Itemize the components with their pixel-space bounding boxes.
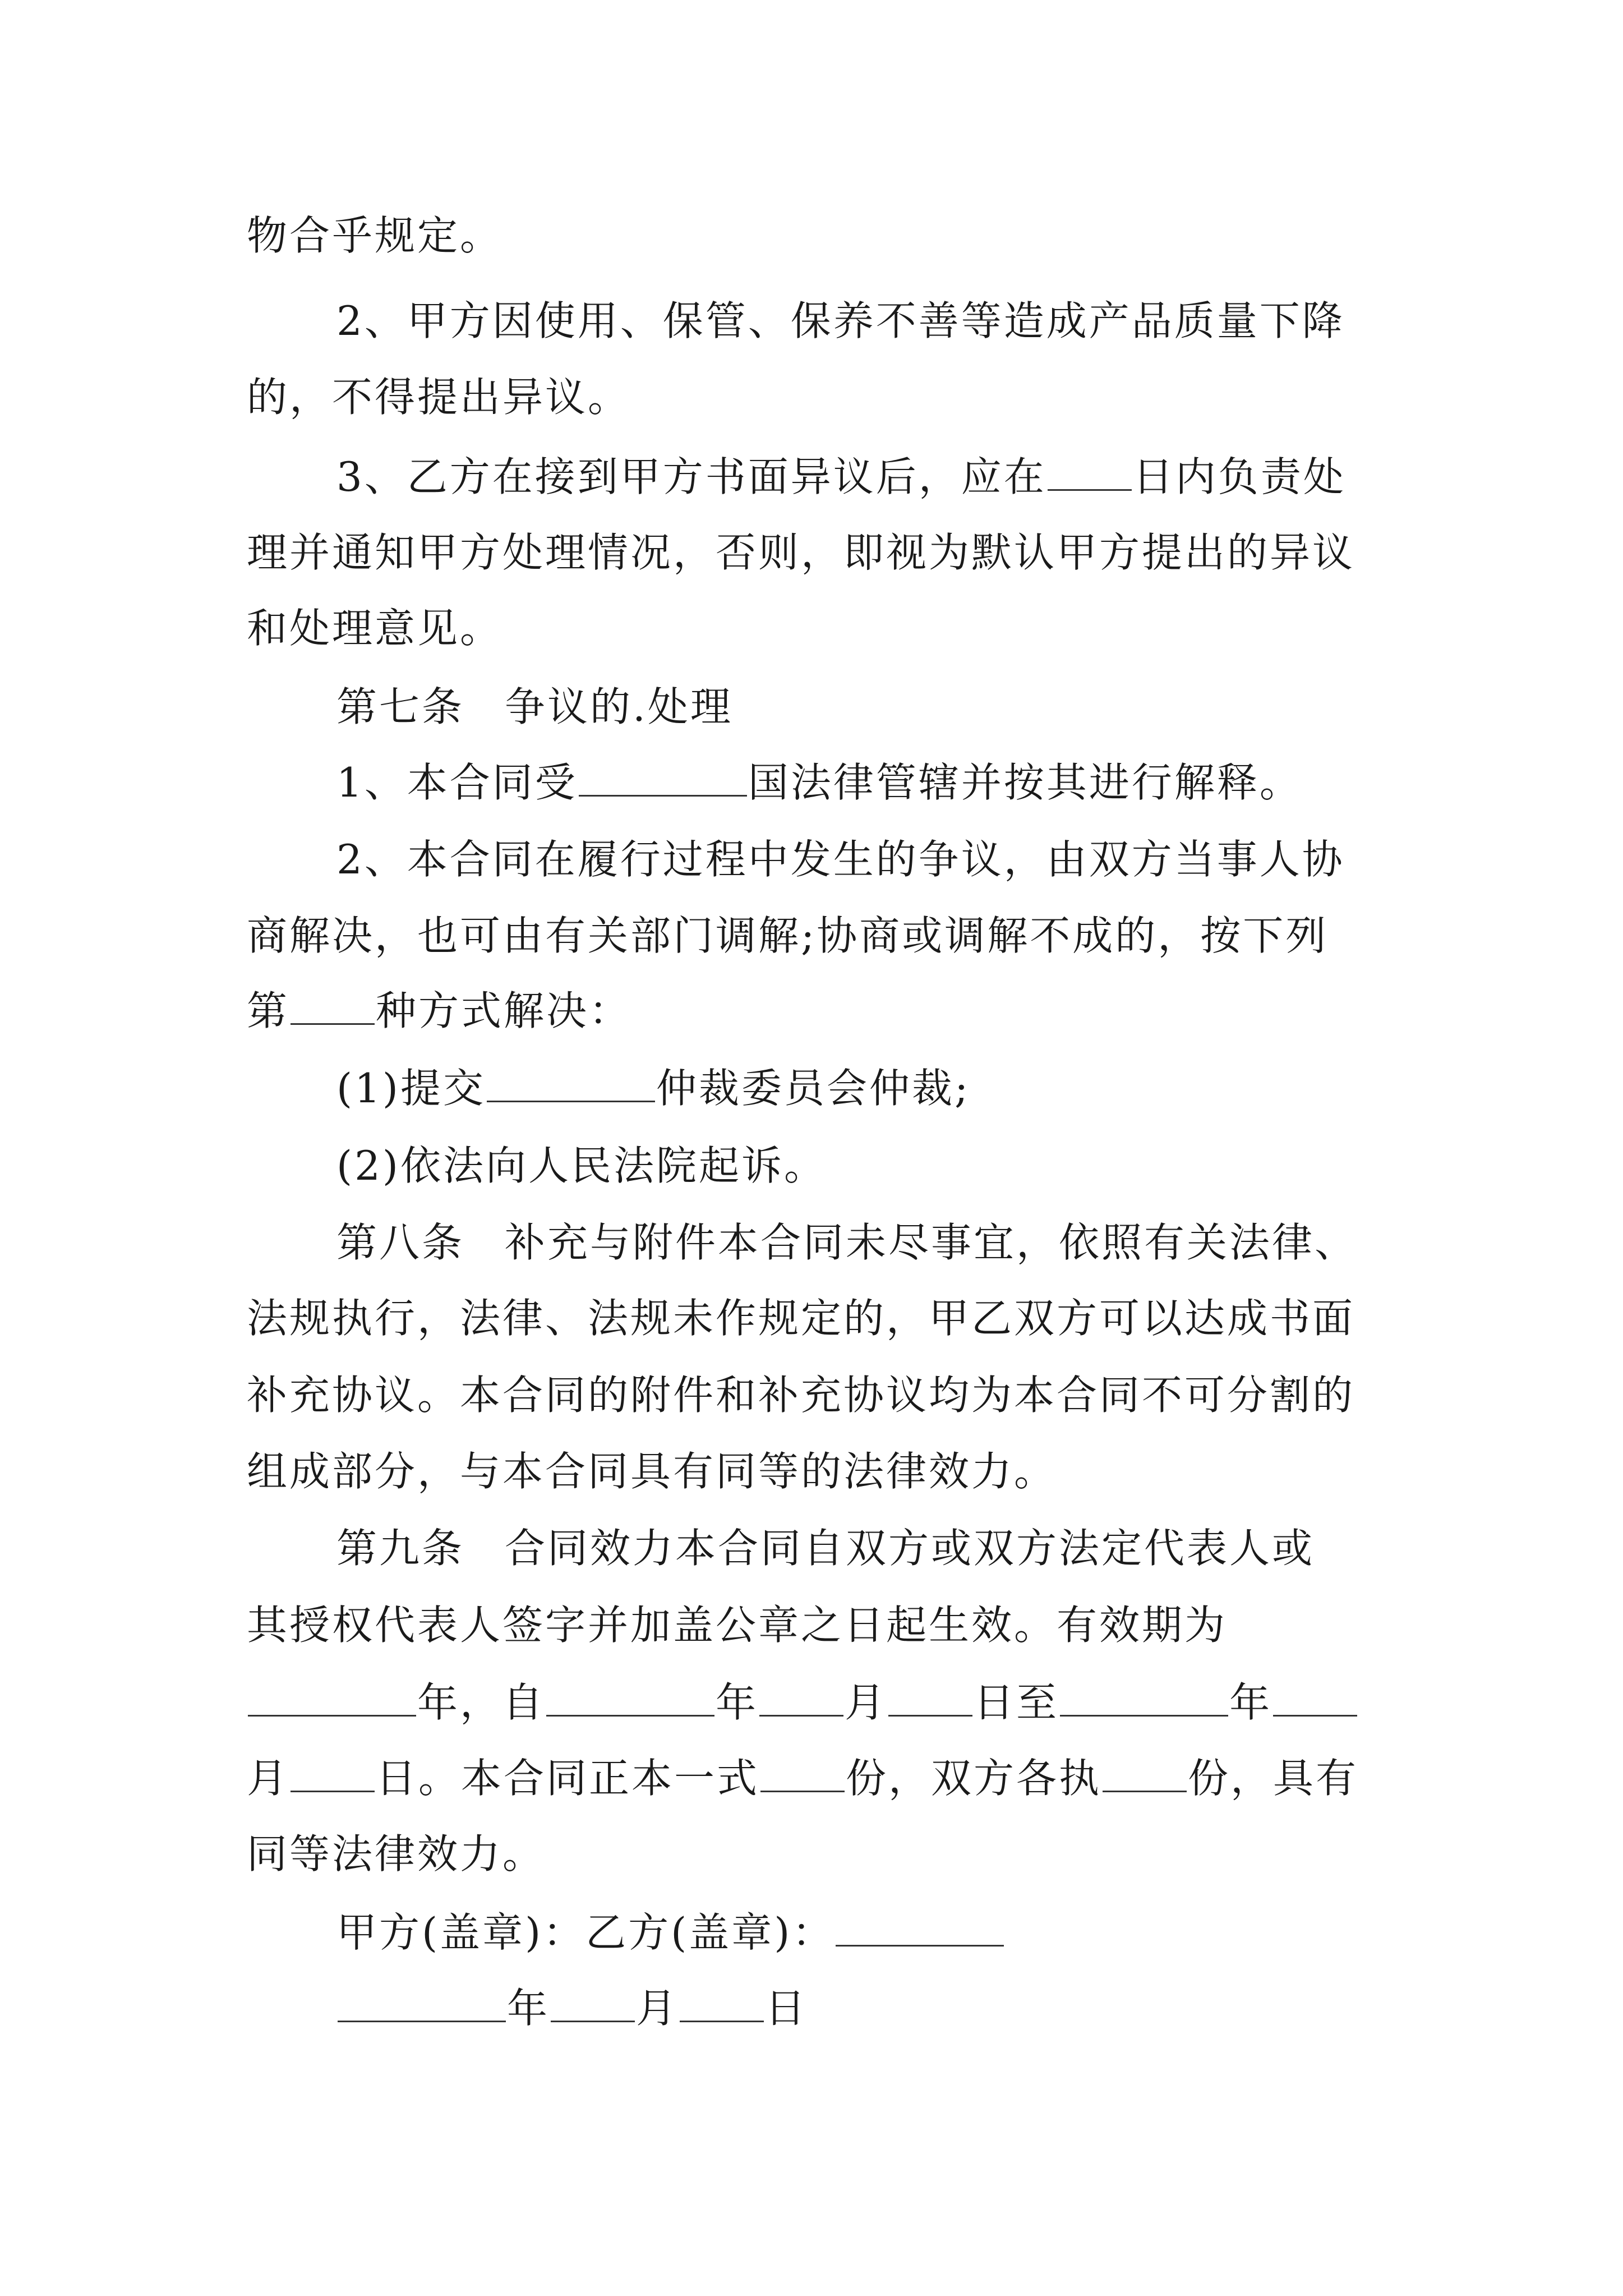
text: 年，自 — [417, 1679, 546, 1726]
paragraph-line — [0, 1290, 1623, 1346]
text: (1)提交 — [336, 1065, 486, 1112]
paragraph-line — [0, 1750, 1623, 1806]
text: 同等法律效力。 — [247, 1830, 546, 1878]
paragraph-line — [0, 369, 1623, 425]
paragraph-line — [0, 1367, 1623, 1423]
blank-end-month — [1273, 1680, 1357, 1717]
clause-7-1 — [0, 754, 1623, 811]
signature-labels: 甲方(盖章)：乙方(盖章)： — [336, 1909, 835, 1956]
blank-method — [291, 988, 375, 1025]
text: 的，不得提出异议。 — [247, 374, 631, 421]
text: 3、乙方在接到甲方书面异议后，应在 — [336, 453, 1046, 500]
paragraph-line — [0, 1443, 1623, 1499]
text: 合同效力本合同自双方或双方法定代表人或 — [505, 1525, 1315, 1572]
text: 2、本合同在履行过程中发生的争议，由双方当事人协 — [336, 836, 1345, 883]
text: 份，双方各执 — [846, 1755, 1102, 1802]
text: 日内负责处 — [1132, 453, 1346, 500]
text: 日至 — [974, 1679, 1059, 1726]
article-number: 第九条 — [336, 1525, 465, 1572]
signature-line — [0, 1904, 1623, 1961]
clause-6-3 — [0, 449, 1623, 505]
text: 理并通知甲方处理情况，否则，即视为默认甲方提出的异议 — [247, 529, 1355, 576]
text: 月 — [636, 1985, 679, 2032]
text: 种方式解决： — [376, 987, 632, 1034]
text: 国法律管辖并按其进行解释。 — [748, 759, 1302, 806]
article-8 — [0, 1214, 1623, 1271]
text: 第 — [247, 987, 290, 1034]
blank-copies — [760, 1756, 845, 1792]
text: 仲裁委员会仲裁; — [656, 1065, 971, 1112]
text: 月 — [845, 1679, 888, 1726]
article-number: 第七条 — [336, 683, 465, 730]
option-1 — [0, 1060, 1623, 1116]
signature-date — [0, 1980, 1623, 2036]
blank-sign-month — [551, 1986, 635, 2022]
blank-arbitration — [487, 1066, 655, 1102]
blank-country — [579, 760, 747, 797]
text: 月 — [247, 1755, 290, 1802]
paragraph-line — [0, 1597, 1623, 1653]
text: 其授权代表人签字并加盖公章之日起生效。有效期为 — [247, 1602, 1228, 1649]
paragraph-line — [0, 600, 1623, 656]
blank-end-year — [1060, 1680, 1228, 1717]
text: 法规执行，法律、法规未作规定的，甲乙双方可以达成书面 — [247, 1295, 1355, 1342]
article-7-heading — [0, 679, 1623, 735]
paragraph-line — [0, 908, 1623, 964]
paragraph-line — [0, 983, 1623, 1039]
text: 商解决，也可由有关部门调解;协商或调解不成的，按下列 — [247, 912, 1329, 959]
text: 组成部分，与本合同具有同等的法律效力。 — [247, 1448, 1057, 1495]
text: 年 — [507, 1985, 550, 2032]
paragraph-line — [0, 208, 1623, 264]
paragraph-line — [0, 1826, 1623, 1882]
option-2 — [0, 1138, 1623, 1194]
text: 补充协议。本合同的附件和补充协议均为本合同不可分割的 — [247, 1372, 1355, 1419]
text: 1、本合同受 — [336, 759, 578, 806]
text: (2)依法向人民法院起诉。 — [336, 1142, 827, 1189]
blank-years — [248, 1680, 416, 1717]
text: 份，具有 — [1188, 1755, 1359, 1802]
article-number: 第八条 — [336, 1219, 465, 1266]
blank-start-month — [759, 1680, 843, 1717]
blank-end-day — [291, 1756, 375, 1792]
blank-sign-day — [680, 1986, 764, 2022]
blank-days — [1048, 454, 1132, 491]
blank-sign-year — [338, 1986, 506, 2022]
validity-dates — [0, 1674, 1623, 1731]
text: 和处理意见。 — [247, 605, 503, 652]
text: 补充与附件本合同未尽事宜，依照有关法律、 — [505, 1219, 1358, 1266]
text: 物合乎规定。 — [247, 212, 503, 259]
blank-each-copies — [1103, 1756, 1187, 1792]
text: 日。本合同正本一式 — [376, 1755, 760, 1802]
text: 2、甲方因使用、保管、保养不善等造成产品质量下降 — [336, 297, 1345, 344]
text: 日 — [765, 1985, 808, 2032]
blank-start-year — [546, 1680, 714, 1717]
text: 年 — [1229, 1679, 1272, 1726]
blank-signature — [836, 1910, 1004, 1947]
clause-6-2 — [0, 293, 1623, 349]
article-title: 争议的.处理 — [505, 683, 733, 730]
article-9 — [0, 1520, 1623, 1576]
text: 年 — [716, 1679, 759, 1726]
blank-start-day — [888, 1680, 972, 1717]
paragraph-line — [0, 524, 1623, 581]
clause-7-2 — [0, 831, 1623, 887]
